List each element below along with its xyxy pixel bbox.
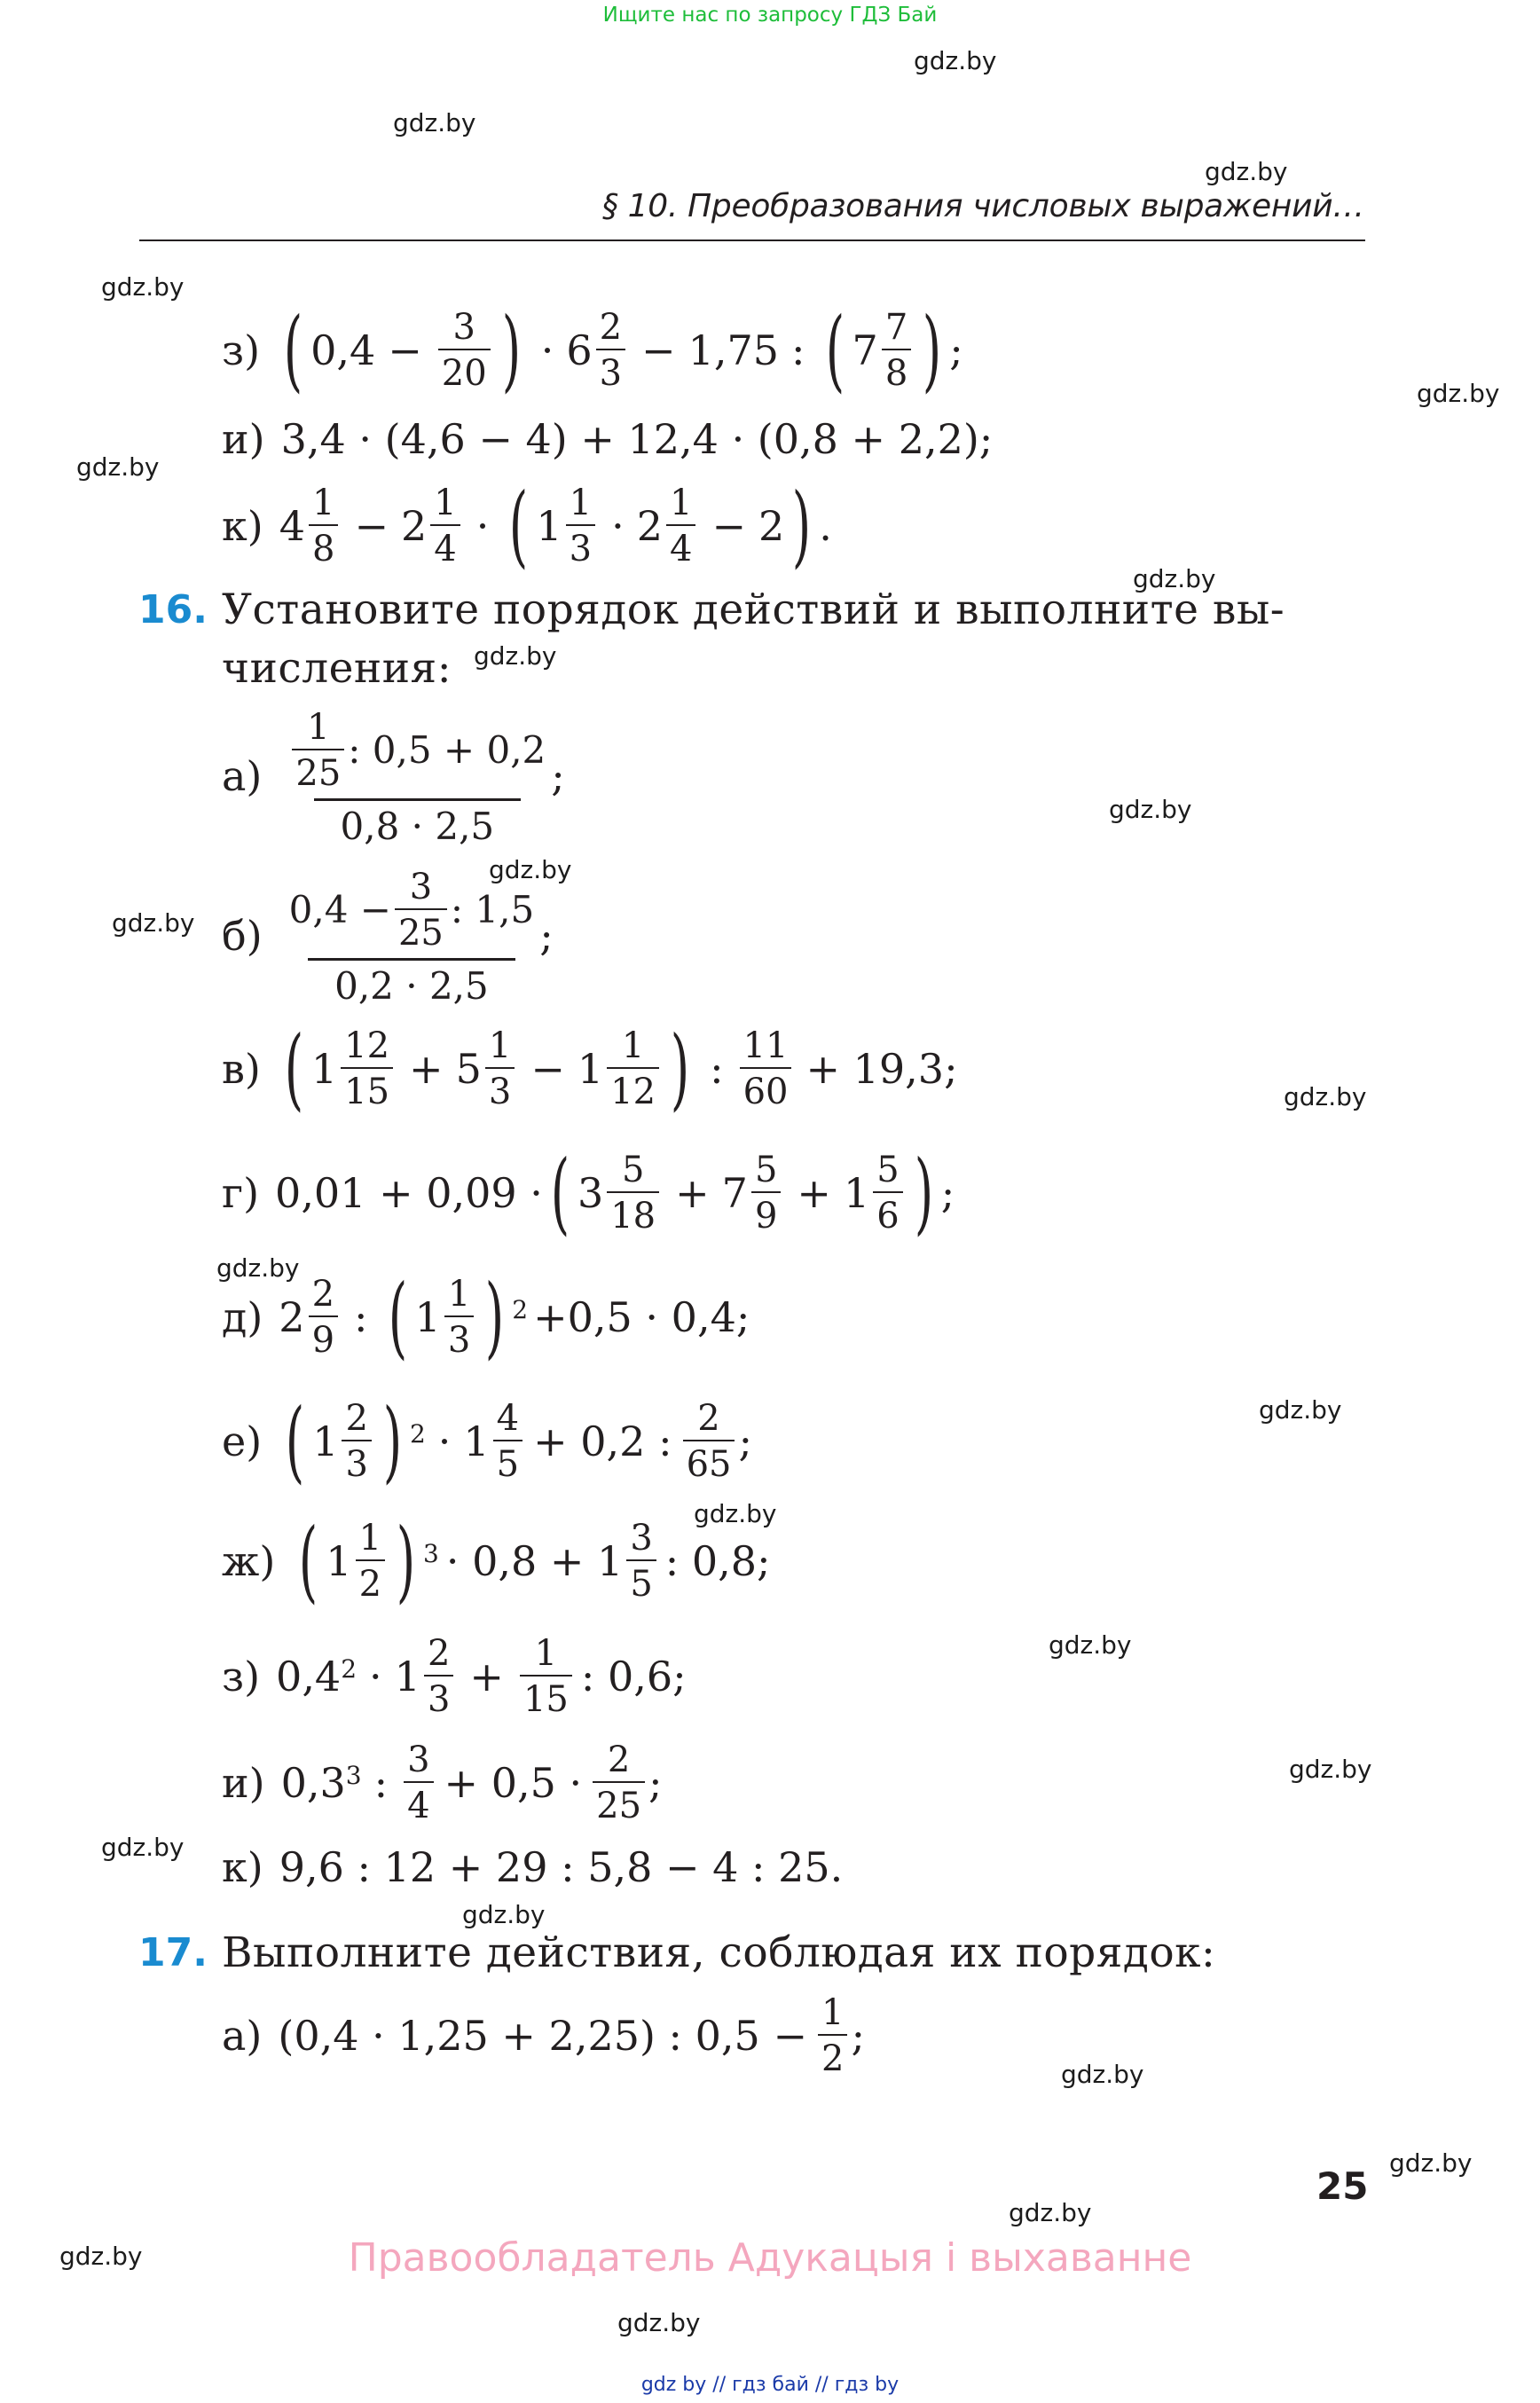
- watermark: gdz.by: [216, 1253, 300, 1283]
- task-number: 16.: [138, 587, 208, 632]
- watermark: gdz.by: [1109, 795, 1192, 824]
- watermark: gdz.by: [1133, 564, 1216, 593]
- task-number: 17.: [138, 1930, 208, 1975]
- task-text: числения:: [222, 644, 452, 693]
- header-rule: [139, 240, 1365, 241]
- exercise-15-k: к) 4 $\frac{1}{8}$ − 2 $\frac{1}{4}$ · ( 1 $\frac{1}{3}$ · 2 $\frac{1}{4}$ − 2 ) .: [222, 474, 832, 577]
- watermark: gdz.by: [393, 108, 476, 137]
- exercise-16-i: и) 0,3 3 : $\frac{3}{4}$ + 0,5 · $\frac{2}{25}$ ;: [222, 1739, 663, 1826]
- watermark: gdz.by: [1284, 1082, 1367, 1111]
- exercise-16-d: д) 2 $\frac{2}{9}$ : ( 1 $\frac{1}{3}$ ) 2 +0,5 · 0,4;: [222, 1265, 750, 1369]
- watermark: gdz.by: [694, 1499, 777, 1528]
- watermark: gdz.by: [101, 1833, 185, 1862]
- exercise-16-g: г) 0,01 + 0,09 · ( 3 $\frac{5}{18}$ + 7 $\frac{5}{9}$ + 1 $\frac{5}{6}$ ) ;: [222, 1141, 955, 1245]
- exercise-16-k: к) 9,6 : 12 + 29 : 5,8 − 4 : 25.: [222, 1843, 844, 1891]
- top-banner[interactable]: Ищите нас по запросу ГДЗ Бай: [602, 4, 938, 27]
- watermark: gdz.by: [1389, 2148, 1473, 2178]
- watermark: gdz.by: [1009, 2198, 1092, 2227]
- watermark: gdz.by: [76, 452, 160, 482]
- watermark: gdz.by: [1417, 379, 1500, 408]
- section-title: § 10. Преобразования числовых выражений…: [601, 188, 1364, 224]
- exercise-16-v: в) ( 1 $\frac{12}{15}$ + 5 $\frac{1}{3}$ − 1 $\frac{1}{12}$ ) : $\frac{11}{60}$ + 19,3;: [222, 1017, 958, 1120]
- exercise-15-i: и) 3,4 · (4,6 − 4) + 12,4 · (0,8 + 2,2);: [222, 415, 994, 463]
- watermark: gdz.by: [1061, 2060, 1144, 2089]
- watermark: gdz.by: [489, 855, 572, 884]
- watermark: gdz.by: [59, 2242, 143, 2271]
- page-number: 25: [1316, 2164, 1369, 2208]
- footer-links[interactable]: gdz by // гдз бай // гдз by: [640, 2374, 900, 2396]
- exercise-17-a: а) (0,4 · 1,25 + 2,25) : 0,5 − $\frac{1}{2}$ ;: [222, 1992, 865, 2079]
- watermark: gdz.by: [617, 2308, 701, 2337]
- exercise-15-z: з) ( 0,4 − $\frac{3}{20}$ ) · 6 $\frac{2}{3}$ − 1,75 : ( 7 $\frac{7}{8}$ ) ;: [222, 298, 963, 402]
- watermark: gdz.by: [1289, 1755, 1372, 1784]
- watermark: gdz.by: [1049, 1630, 1132, 1660]
- exercise-16-a: а) $\frac{1}{25}$ : 0,5 + 0,2 0,8 · 2,5 ;: [222, 706, 565, 848]
- watermark: gdz.by: [101, 272, 185, 302]
- copyright-notice: Правообладатель Адукацыя і выхаванне: [348, 2235, 1192, 2281]
- exercise-16-b: б) 0,4 − $\frac{3}{25}$ : 1,5 0,2 · 2,5 ;: [222, 866, 554, 1008]
- exercise-16-e: е) ( 1 $\frac{2}{3}$ ) 2 · 1 $\frac{4}{5}$ + 0,2 : $\frac{2}{65}$ ;: [222, 1389, 752, 1493]
- exercise-16-z: з) 0,4 2 · 1 $\frac{2}{3}$ + $\frac{1}{15}$ : 0,6;: [222, 1633, 687, 1720]
- watermark: gdz.by: [914, 46, 997, 75]
- watermark: gdz.by: [474, 641, 557, 671]
- task-text: Установите порядок действий и выполните вы-: [222, 585, 1285, 634]
- watermark: gdz.by: [1259, 1395, 1342, 1425]
- watermark: gdz.by: [112, 908, 195, 938]
- watermark: gdz.by: [1205, 157, 1288, 186]
- task-text: Выполните действия, соблюдая их порядок:: [222, 1928, 1216, 1977]
- watermark: gdz.by: [462, 1900, 546, 1929]
- exercise-16-zh: ж) ( 1 $\frac{1}{2}$ ) 3 · 0,8 + 1 $\frac{3}{5}$ : 0,8;: [222, 1509, 771, 1613]
